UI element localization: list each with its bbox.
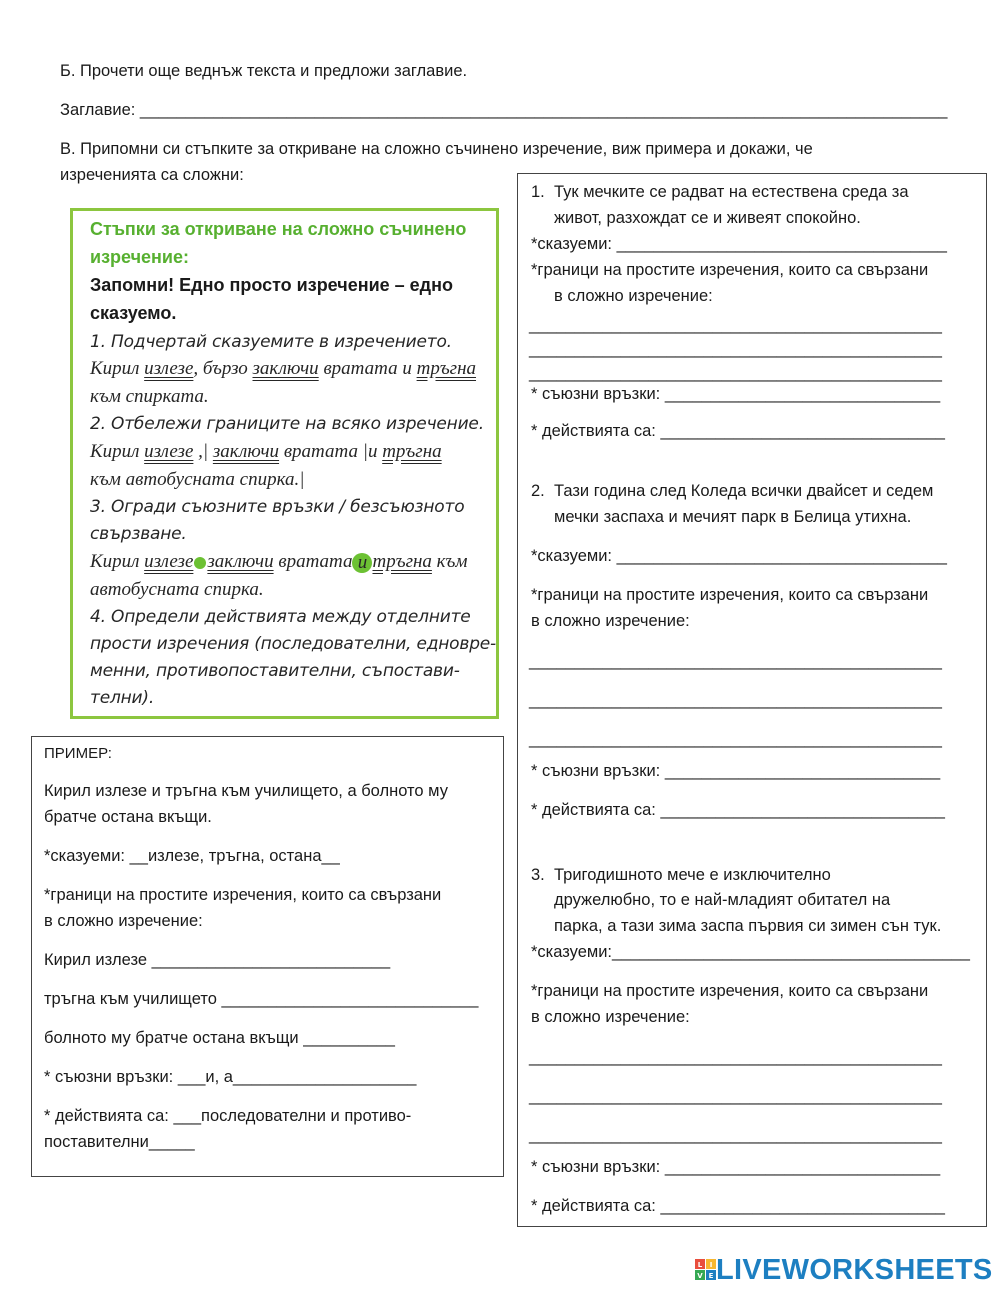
exercise-1-predicates-field[interactable]: *сказуеми: ____________________________________: [531, 235, 947, 253]
predicate-word: излезе: [144, 551, 194, 572]
exercise-3-blank-2[interactable]: _____________________________________________: [529, 1087, 942, 1105]
exercise-2-text-line1: Тази година след Коледа всички двайсет и седем: [554, 482, 934, 500]
example-clause-3: болното му братче остана вкъщи __________: [44, 1029, 395, 1047]
text-fragment: вратата |и: [279, 441, 383, 462]
text-fragment: , бързо: [193, 358, 253, 379]
text-fragment: Кирил: [90, 358, 145, 379]
steps-box: [70, 208, 499, 719]
exercise-2-blank-3[interactable]: _____________________________________________: [529, 730, 942, 748]
predicate-word: заключи: [207, 551, 274, 572]
exercise-1-number: 1.: [531, 183, 545, 201]
step-2-example-line2: към автобусната спирка.|: [90, 469, 305, 490]
logo-wordmark: LIVEWORKSHEETS: [716, 1254, 993, 1286]
exercises-box: [517, 173, 987, 1227]
step-3-line1: 3. Огради съюзните връзки / безсъюзното: [90, 497, 465, 517]
example-borders-line2: в сложно изречение:: [44, 912, 203, 930]
step-1-example-line2: към спирката.: [90, 386, 209, 407]
text-fragment: вратата: [273, 551, 353, 572]
exercise-3-actions-field[interactable]: * действията са: _______________________________: [531, 1197, 945, 1215]
text-fragment: вратата и: [318, 358, 417, 379]
example-clause-2: тръгна към училището ____________________________: [44, 990, 479, 1008]
exercise-2-text-line2: мечки заспаха и мечият парк в Белица утихна.: [554, 508, 912, 526]
exercise-3-text-line1: Тригодишното мече е изключително: [554, 866, 831, 884]
step-1: 1. Подчертай сказуемите в изречението.: [90, 332, 452, 352]
logo-mark-letter: V: [697, 1272, 703, 1280]
exercise-1-actions-field[interactable]: * действията са: _______________________________: [531, 422, 945, 440]
example-label: ПРИМЕР:: [44, 745, 112, 762]
exercise-2-number: 2.: [531, 482, 545, 500]
remember-line2: сказуемо.: [90, 303, 177, 323]
exercise-3-conjunctions-field[interactable]: * съюзни връзки: ______________________________: [531, 1158, 941, 1176]
text-fragment: Кирил: [90, 551, 145, 572]
conjunction-highlight: и: [352, 553, 372, 573]
example-sentence-line2: братче остана вкъщи.: [44, 808, 212, 826]
comma-highlight: [194, 557, 206, 569]
exercise-3-predicates-field[interactable]: *сказуеми:_______________________________________: [531, 943, 970, 961]
predicate-word: заключи: [212, 441, 280, 462]
example-box: [31, 736, 504, 1177]
exercise-2-borders-line1: *граници на простите изречения, които са свързани: [531, 586, 929, 604]
step-4-line3: менни, противопоставителни, съпостави-: [90, 661, 460, 681]
exercise-2-blank-1[interactable]: _____________________________________________: [529, 652, 942, 670]
task-v-instruction-line1: В. Припомни си стъпките за откриване на сложно съчинено изречение, виж примера и докажи, че: [60, 140, 813, 158]
predicate-word: излезе: [144, 441, 194, 462]
step-3-example-line2: автобусната спирка.: [90, 579, 264, 600]
predicate-word: излезе: [144, 358, 194, 379]
example-actions-line2: поставителни_____: [44, 1133, 195, 1151]
exercise-1-conjunctions-field[interactable]: * съюзни връзки: ______________________________: [531, 385, 941, 403]
exercise-3-borders-line1: *граници на простите изречения, които са свързани: [531, 982, 929, 1000]
exercise-1-text-line1: Тук мечките се радват на естествена среда за: [554, 183, 909, 201]
remember-line1: Запомни! Едно просто изречение – едно: [90, 275, 453, 295]
step-2-example-line1: [90, 441, 442, 463]
predicate-word: заключи: [252, 358, 319, 379]
exercise-2-conjunctions-field[interactable]: * съюзни връзки: ______________________________: [531, 762, 941, 780]
predicate-word: тръгна: [372, 551, 432, 572]
exercise-3-text-line3: парка, а тази зима заспа първия си зимен сън тук.: [554, 917, 942, 935]
logo-mark-letter: E: [708, 1272, 714, 1280]
step-4-line4: телни).: [90, 688, 155, 708]
step-3-example-line1: [90, 551, 468, 573]
task-v-instruction-line2: изреченията са сложни:: [60, 166, 244, 184]
exercise-1-text-line2: живот, разхождат се и живеят спокойно.: [554, 209, 861, 227]
exercise-2-predicates-field[interactable]: *сказуеми: ____________________________________: [531, 547, 947, 565]
step-4-line1: 4. Определи действията между отделните: [90, 607, 471, 627]
logo-mark-letter: L: [697, 1261, 703, 1269]
steps-heading-line1: Стъпки за откриване на сложно съчинено: [90, 219, 467, 239]
text-fragment: към: [431, 551, 468, 572]
exercise-1-blank-1[interactable]: _____________________________________________: [529, 316, 942, 334]
example-predicates: *сказуеми: __излезе, тръгна, остана__: [44, 847, 340, 865]
exercise-3-blank-1[interactable]: _____________________________________________: [529, 1048, 942, 1066]
title-field[interactable]: Заглавие: ________________________________________________________________________________________: [60, 101, 948, 119]
example-actions-line1: * действията са: ___последователни и противо-: [44, 1107, 412, 1125]
liveworksheets-logo-icon: [694, 1258, 718, 1282]
logo-mark-letter: I: [709, 1261, 713, 1269]
step-4-line2: прости изречения (последователни, едновре-: [90, 634, 496, 654]
step-2: 2. Отбележи границите на всяко изречение.: [90, 414, 484, 434]
example-sentence-line1: Кирил излезе и тръгна към училището, а болното му: [44, 782, 448, 800]
example-borders-line1: *граници на простите изречения, които са свързани: [44, 886, 442, 904]
exercise-2-blank-2[interactable]: _____________________________________________: [529, 691, 942, 709]
example-clause-1: Кирил излезе __________________________: [44, 951, 391, 969]
exercise-1-blank-2[interactable]: _____________________________________________: [529, 340, 942, 358]
exercise-1-borders-line1: *граници на простите изречения, които са свързани: [531, 261, 929, 279]
step-3-line2: свързване.: [90, 524, 187, 544]
step-1-example-line1: [90, 358, 476, 380]
text-fragment: Кирил: [90, 441, 145, 462]
exercise-2-borders-line2: в сложно изречение:: [531, 612, 690, 630]
example-conjunctions: * съюзни връзки: ___и, а____________________: [44, 1068, 417, 1086]
predicate-word: тръгна: [416, 358, 477, 379]
text-fragment: ,|: [193, 441, 213, 462]
task-b-instruction: Б. Прочети още веднъж текста и предложи заглавие.: [60, 62, 468, 80]
exercise-3-number: 3.: [531, 866, 545, 884]
exercise-3-text-line2: дружелюбно, то е най-младият обитател на: [554, 891, 891, 909]
predicate-word: тръгна: [382, 441, 442, 462]
steps-heading-line2: изречение:: [90, 247, 189, 267]
exercise-1-borders-line2: в сложно изречение:: [554, 287, 713, 305]
exercise-3-blank-3[interactable]: _____________________________________________: [529, 1126, 942, 1144]
exercise-3-borders-line2: в сложно изречение:: [531, 1008, 690, 1026]
exercise-2-actions-field[interactable]: * действията са: _______________________________: [531, 801, 945, 819]
exercise-1-blank-3[interactable]: _____________________________________________: [529, 364, 942, 382]
